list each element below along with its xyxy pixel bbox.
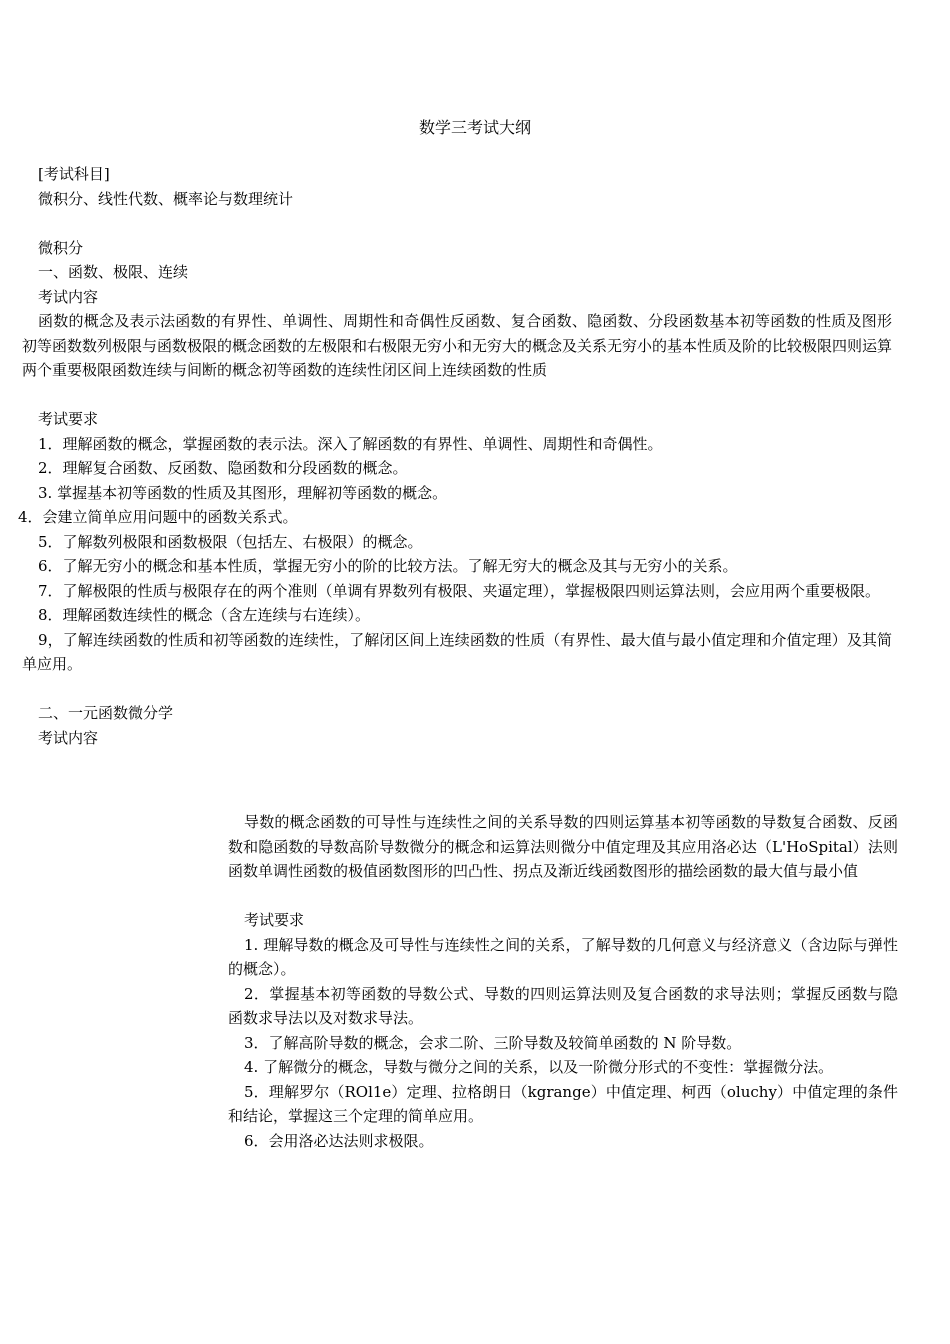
ch1-req-item: 4．会建立简单应用问题中的函数关系式。 xyxy=(18,508,298,526)
subjects-label: [考试科目] xyxy=(38,165,110,183)
ch1-req-item: 2．理解复合函数、反函数、隐函数和分段函数的概念。 xyxy=(38,459,408,477)
ch1-heading: 一、函数、极限、连续 xyxy=(38,263,189,281)
ch1-req-item: 9，了解连续函数的性质和初等函数的连续性，了解闭区间上连续函数的性质（有界性、最大值与最小值定理和介值定理）及其简单应用。 xyxy=(22,630,892,673)
ch2-req-item: 6．会用洛必达法则求极限。 xyxy=(244,1131,434,1150)
ch2-req-item: 1. 理解导数的概念及可导性与连续性之间的关系，了解导数的几何意义与经济意义（含边际与弹性的概念）。 xyxy=(228,935,898,978)
section-calculus: 微积分 xyxy=(38,238,84,257)
ch2-content-label: 考试内容 xyxy=(38,728,99,747)
ch2-right-block xyxy=(228,810,898,1153)
ch2-heading: 二、一元函数微分学 xyxy=(38,704,174,722)
ch1-req-item: 3. 掌握基本初等函数的性质及其图形，理解初等函数的概念。 xyxy=(38,483,448,502)
ch1-content-label: 考试内容 xyxy=(38,287,99,306)
ch1-req-item: 1．理解函数的概念，掌握函数的表示法。深入了解函数的有界性、单调性、周期性和奇偶性。 xyxy=(38,434,663,453)
subjects-text: 微积分、线性代数、概率论与数理统计 xyxy=(38,189,294,208)
ch2-req-item: 5．理解罗尔（ROl1e）定理、拉格朗日（kgrange）中值定理、柯西（oluchy）中值定理的条件和结论，掌握这三个定理的简单应用。 xyxy=(228,1082,898,1125)
ch2-req-item: 2．掌握基本初等函数的导数公式、导数的四则运算法则及复合函数的求导法则；掌握反函数与隐函数求导法以及对数求导法。 xyxy=(228,984,898,1027)
ch1-req-item: 7．了解极限的性质与极限存在的两个准则（单调有界数列有极限、夹逼定理），掌握极限四则运算法则，会应用两个重要极限。 xyxy=(38,581,881,600)
ch2-req-label: 考试要求 xyxy=(244,911,305,929)
ch2-req-item: 4. 了解微分的概念，导数与微分之间的关系，以及一阶微分形式的不变性：掌握微分法。 xyxy=(244,1058,834,1076)
ch1-content: 函数的概念及表示法函数的有界性、单调性、周期性和奇偶性反函数、复合函数、隐函数、分段函数基本初等函数的性质及图形初等函数数列极限与函数极限的概念函数的左极限和右极限无穷小和无穷大的概念及关系无穷小的基本性质及阶的比较极限四则运算两个重要极限函数连续与间断的概念初等函数的连续性闭区间上连续函数的性质 xyxy=(22,312,893,379)
ch1-req-label: 考试要求 xyxy=(38,410,99,428)
ch1-req-item: 6．了解无穷小的概念和基本性质，掌握无穷小的阶的比较方法。了解无穷大的概念及其与无穷小的关系。 xyxy=(38,557,738,575)
left-block xyxy=(18,162,893,750)
document-title: 数学三考试大纲 xyxy=(418,118,531,137)
ch2-req-item: 3．了解高阶导数的概念，会求二阶、三阶导数及较简单函数的 N 阶导数。 xyxy=(244,1033,742,1052)
ch2-content: 导数的概念函数的可导性与连续性之间的关系导数的四则运算基本初等函数的导数复合函数、反函数和隐函数的导数高阶导数微分的概念和运算法则微分中值定理及其应用洛必达（L'HoSpital）法则函数单调性函数的极值函数图形的凹凸性、拐点及渐近线函数图形的描绘函数的最大值与最小值 xyxy=(228,813,898,880)
ch1-req-item: 8．理解函数连续性的概念（含左连续与右连续）。 xyxy=(38,606,371,624)
ch1-req-item: 5．了解数列极限和函数极限（包括左、右极限）的概念。 xyxy=(38,532,423,551)
